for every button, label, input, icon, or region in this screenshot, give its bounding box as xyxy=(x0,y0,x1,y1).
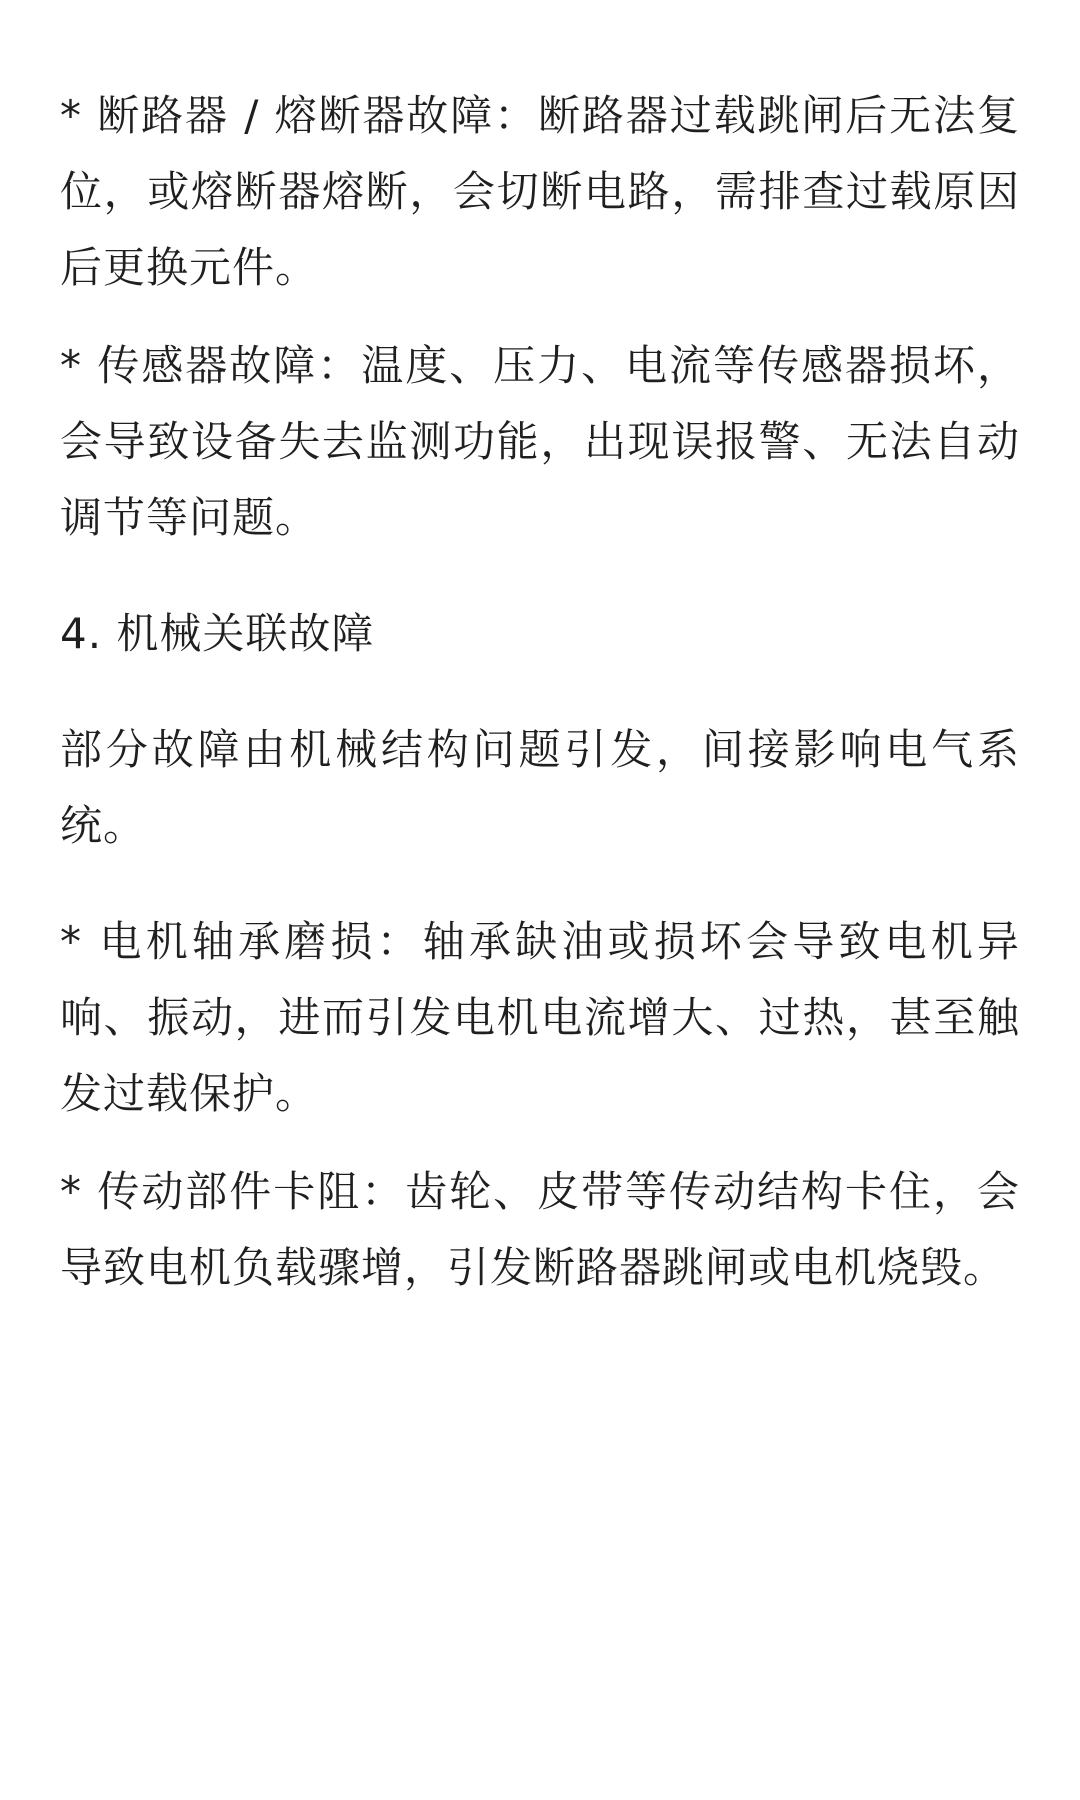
bullet-circuit-breaker-fuse-fault: * 断路器 / 熔断器故障：断路器过载跳闸后无法复位，或熔断器熔断，会切断电路，需排查过载原因后更换元件。 xyxy=(60,91,1020,292)
bullet-sensor-fault: * 传感器故障：温度、压力、电流等传感器损坏，会导致设备失去监测功能，出现误报警、无法自动调节等问题。 xyxy=(60,341,1020,542)
section-heading-mechanical-faults: 4. 机械关联故障 xyxy=(60,609,375,658)
bullet-motor-bearing-wear: * 电机轴承磨损：轴承缺油或损坏会导致电机异响、振动，进而引发电机电流增大、过热，甚至触发过载保护。 xyxy=(60,917,1020,1118)
section-intro: 部分故障由机械结构问题引发，间接影响电气系统。 xyxy=(60,725,1020,850)
bullet-transmission-jam: * 传动部件卡阻：齿轮、皮带等传动结构卡住，会导致电机负载骤增，引发断路器跳闸或电机烧毁。 xyxy=(60,1167,1020,1292)
article-body xyxy=(60,78,1020,1306)
